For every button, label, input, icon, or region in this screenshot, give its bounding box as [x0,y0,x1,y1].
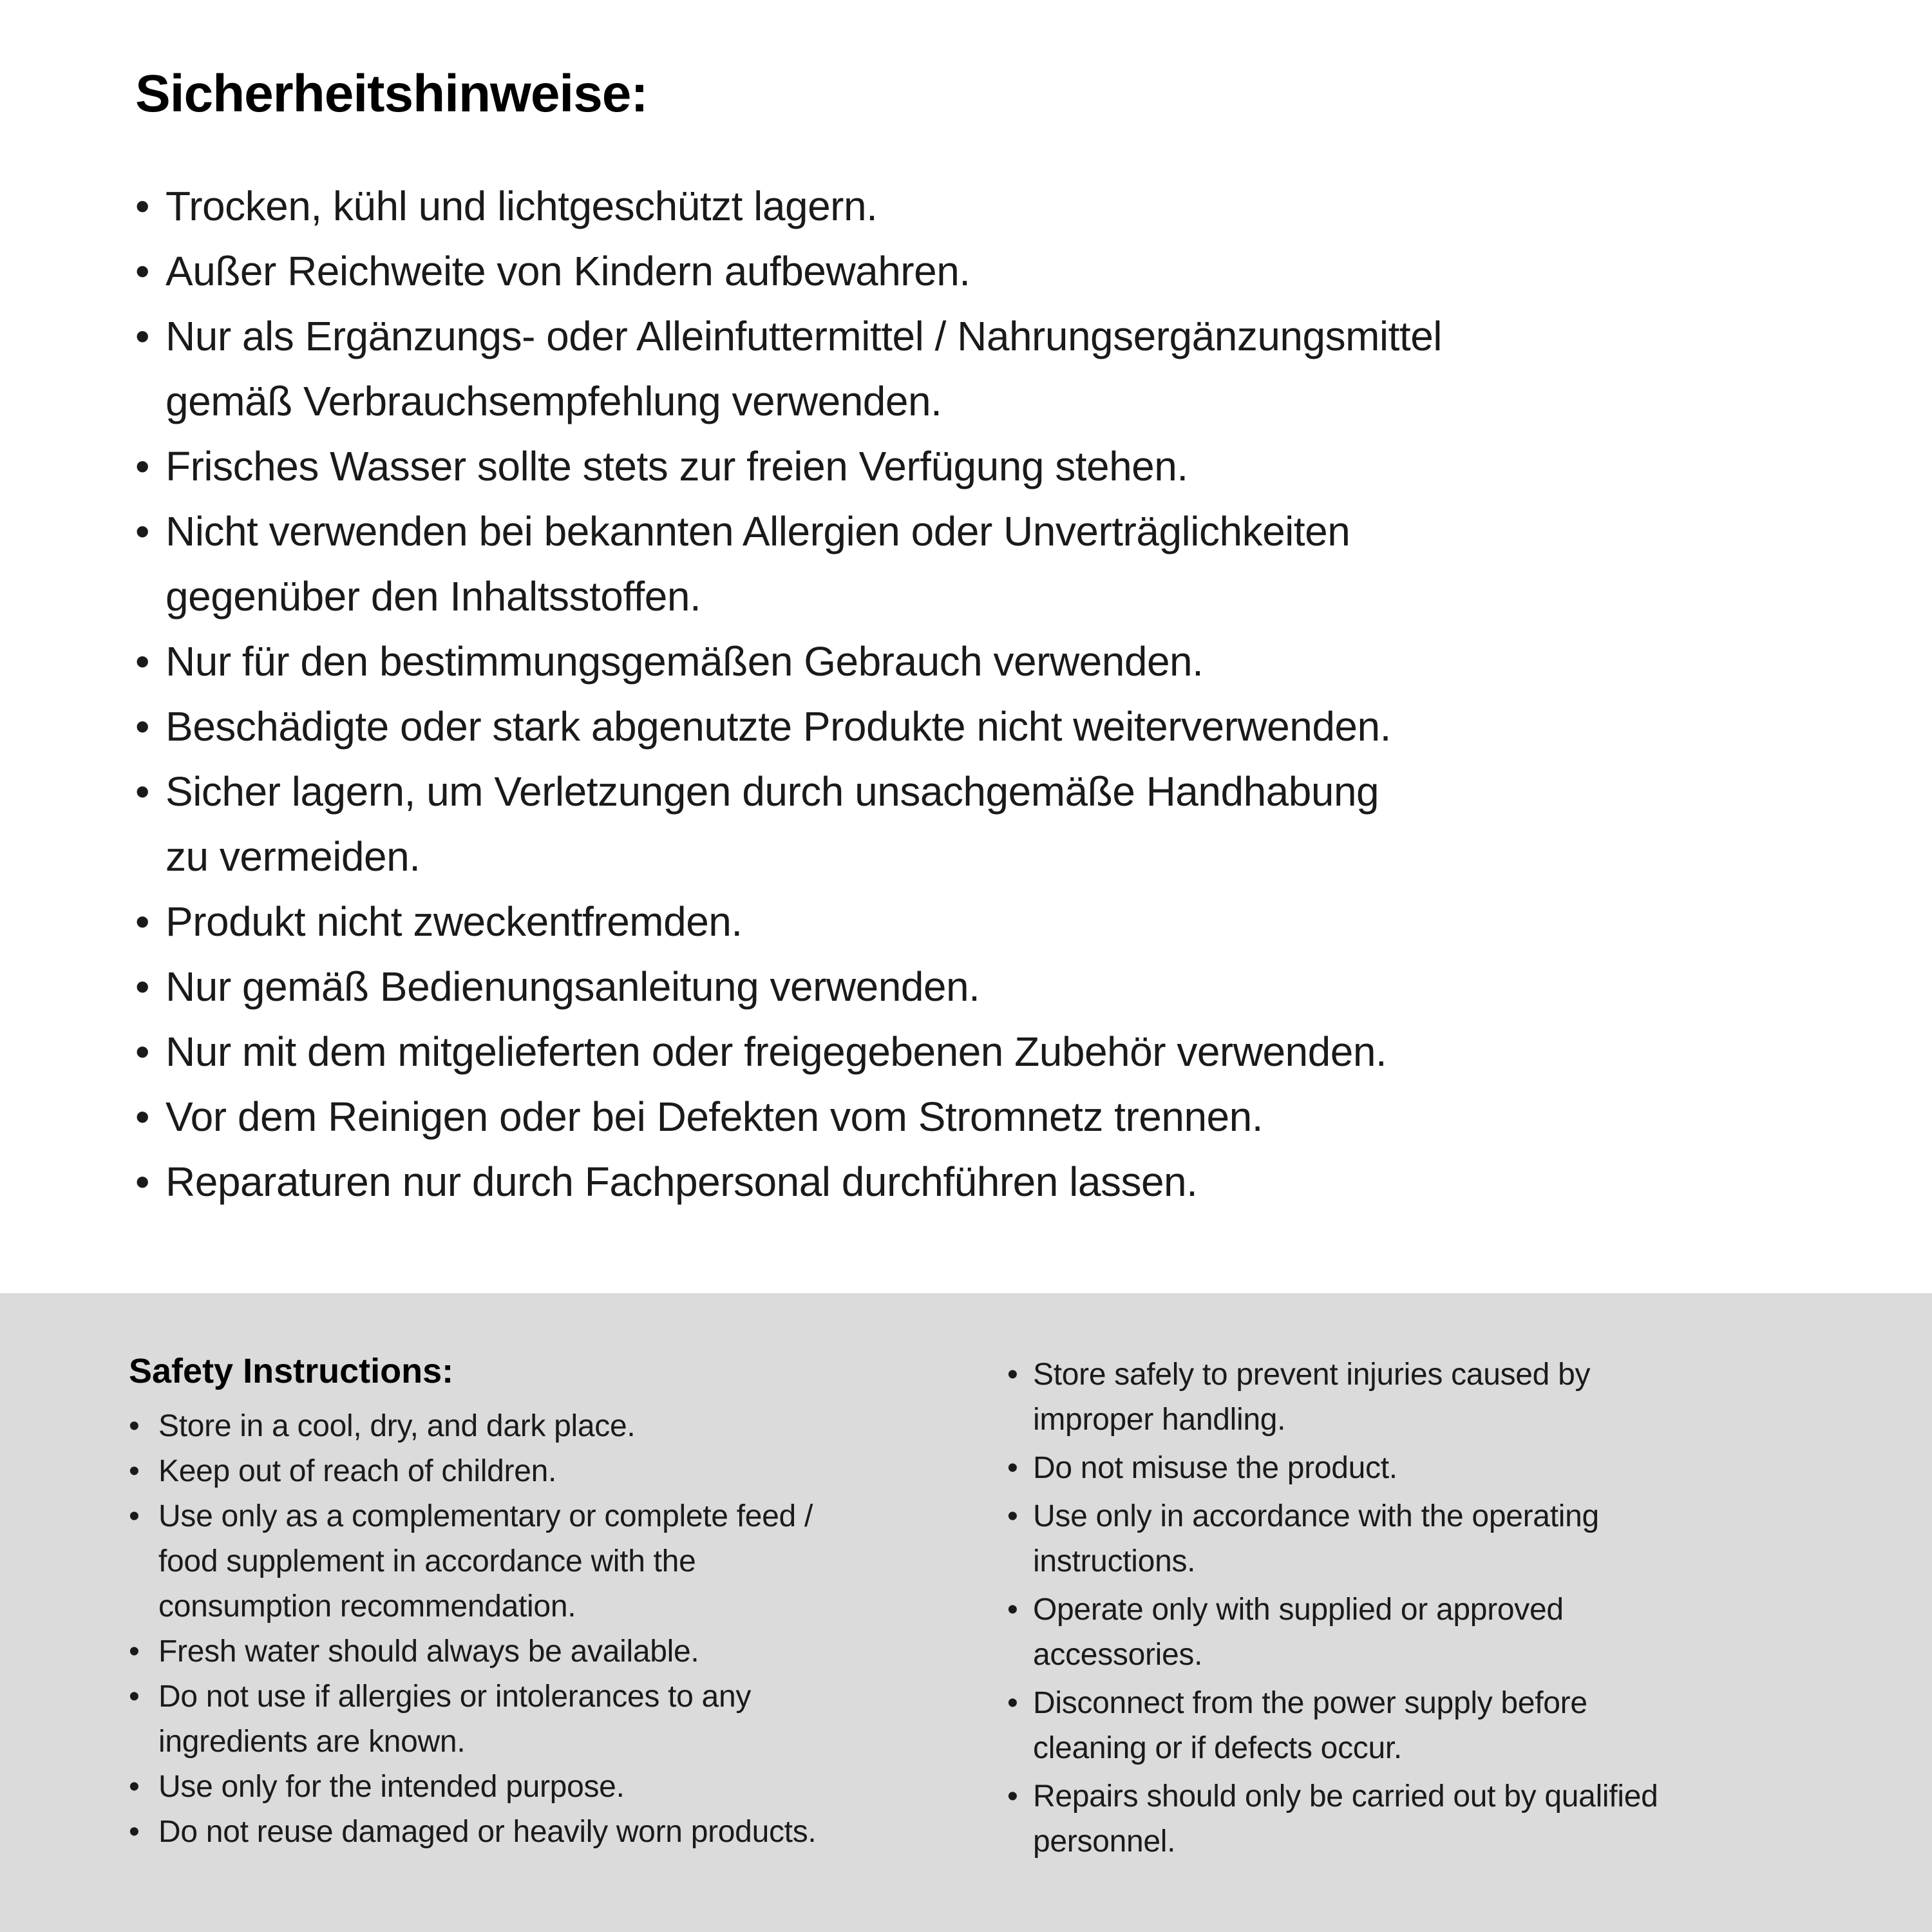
text-line: Vor dem Reinigen oder bei Defekten vom Stromnetz trennen. [166,1094,1263,1140]
english-safety-list-right [1007,1352,1874,1864]
text-line: accessories. [1033,1638,1203,1672]
text-line: consumption recommendation. [158,1589,576,1624]
list-item-text [158,1629,699,1674]
text-line: Nur gemäß Bedienungsanleitung verwenden. [166,963,980,1010]
list-item [129,1629,945,1674]
text-line: Operate only with supplied or approved [1033,1593,1564,1627]
list-item-text [1033,1587,1564,1678]
list-item [135,954,1868,1019]
bullet-marker: • [1007,1499,1018,1533]
list-item [135,239,1868,304]
english-safety-list-left [129,1404,945,1855]
bullet-marker: • [129,1499,140,1533]
list-item [129,1810,945,1855]
list-item-text [158,1765,625,1810]
bullet-marker: • [135,963,149,1010]
text-line: Außer Reichweite von Kindern aufbewahren. [166,248,971,294]
text-line: Keep out of reach of children. [158,1454,557,1488]
list-item [135,434,1868,499]
bullet-marker: • [135,508,149,554]
list-item [1007,1352,1874,1443]
text-line: food supplement in accordance with the [158,1544,696,1578]
list-item [135,889,1868,954]
bullet-marker: • [129,1454,140,1488]
text-line: gegenüber den Inhaltsstoffen. [166,573,701,620]
list-item [135,304,1868,434]
bullet-marker: • [1007,1451,1018,1485]
list-item-text [1033,1494,1599,1584]
list-item [135,174,1868,239]
text-line: instructions. [1033,1544,1196,1578]
bullet-marker: • [135,248,149,294]
text-line: Nicht verwenden bei bekannten Allergien oder Unverträglichkeiten [166,508,1350,554]
list-item [129,1494,945,1629]
list-item [1007,1774,1874,1864]
english-safety-section [0,1293,1932,1932]
bullet-marker: • [1007,1593,1018,1627]
list-item [129,1674,945,1765]
text-line: Disconnect from the power supply before [1033,1686,1587,1720]
list-item [1007,1446,1874,1491]
bullet-marker: • [129,1680,140,1714]
list-item-text [166,434,1188,499]
bullet-marker: • [1007,1686,1018,1720]
text-line: improper handling. [1033,1403,1286,1437]
text-line: cleaning or if defects occur. [1033,1731,1402,1765]
list-item-text [158,1449,556,1494]
list-item-text [158,1404,635,1449]
list-item-text [166,889,743,954]
text-line: Repairs should only be carried out by qualified [1033,1779,1658,1814]
german-safety-list [135,174,1868,1215]
bullet-marker: • [135,1094,149,1140]
bullet-marker: • [135,768,149,815]
text-line: personnel. [1033,1824,1176,1859]
text-line: Sicher lagern, um Verletzungen durch unsachgemäße Handhabung [166,768,1379,815]
text-line: Produkt nicht zweckentfremden. [166,898,743,945]
english-left-column [129,1351,945,1855]
list-item-text [166,499,1350,629]
list-item [135,694,1868,759]
bullet-marker: • [135,1028,149,1075]
list-item-text [1033,1774,1658,1864]
text-line: zu vermeiden. [166,833,421,880]
list-item-text [166,694,1391,759]
bullet-marker: • [129,1409,140,1443]
bullet-marker: • [135,703,149,750]
bullet-marker: • [135,638,149,685]
list-item [129,1449,945,1494]
list-item [129,1765,945,1810]
text-line: gemäß Verbrauchsempfehlung verwenden. [166,378,942,424]
text-line: Use only for the intended purpose. [158,1770,625,1804]
german-section-title: Sicherheitshinweise: [135,64,648,123]
list-item-text [166,1150,1197,1215]
text-line: Do not reuse damaged or heavily worn products. [158,1815,817,1849]
bullet-marker: • [135,1159,149,1205]
text-line: Fresh water should always be available. [158,1634,699,1669]
text-line: Nur als Ergänzungs- oder Alleinfuttermittel / Nahrungsergänzungsmittel [166,313,1442,359]
list-item-text [166,239,971,304]
list-item-text [1033,1446,1397,1491]
list-item-text [166,1019,1387,1084]
list-item-text [158,1494,813,1629]
text-line: Beschädigte oder stark abgenutzte Produkte nicht weiterverwenden. [166,703,1391,750]
text-line: Do not use if allergies or intolerances to any [158,1680,752,1714]
list-item-text [1033,1681,1587,1771]
list-item-text [1033,1352,1590,1443]
bullet-marker: • [1007,1779,1018,1814]
text-line: Nur mit dem mitgelieferten oder freigegebenen Zubehör verwenden. [166,1028,1387,1075]
bullet-marker: • [135,443,149,489]
bullet-marker: • [135,313,149,359]
list-item-text [158,1810,816,1855]
list-item-text [166,174,877,239]
bullet-marker: • [135,183,149,229]
text-line: Store in a cool, dry, and dark place. [158,1409,636,1443]
text-line: Frisches Wasser sollte stets zur freien Verfügung stehen. [166,443,1188,489]
text-line: Store safely to prevent injuries caused by [1033,1358,1591,1392]
text-line: Trocken, kühl und lichtgeschützt lagern. [166,183,878,229]
bullet-marker: • [129,1634,140,1669]
list-item [135,759,1868,889]
text-line: Use only as a complementary or complete feed / [158,1499,813,1533]
list-item [135,499,1868,629]
bullet-marker: • [1007,1358,1018,1392]
text-line: Reparaturen nur durch Fachpersonal durchführen lassen. [166,1159,1198,1205]
text-line: Do not misuse the product. [1033,1451,1397,1485]
text-line: Use only in accordance with the operating [1033,1499,1599,1533]
list-item [135,1084,1868,1150]
list-item [1007,1494,1874,1584]
english-section-title: Safety Instructions: [129,1352,454,1390]
list-item-text [158,1674,751,1765]
bullet-marker: • [129,1815,140,1849]
list-item-text [166,1084,1263,1150]
text-line: Nur für den bestimmungsgemäßen Gebrauch verwenden. [166,638,1204,685]
bullet-marker: • [135,898,149,945]
list-item [135,629,1868,694]
list-item [1007,1587,1874,1678]
list-item [1007,1681,1874,1771]
english-right-column [1007,1351,1874,1868]
list-item [135,1150,1868,1215]
list-item-text [166,629,1203,694]
bullet-marker: • [129,1770,140,1804]
list-item-text [166,759,1379,889]
list-item-text [166,304,1442,434]
text-line: ingredients are known. [158,1725,466,1759]
list-item [135,1019,1868,1084]
list-item-text [166,954,980,1019]
list-item [129,1404,945,1449]
